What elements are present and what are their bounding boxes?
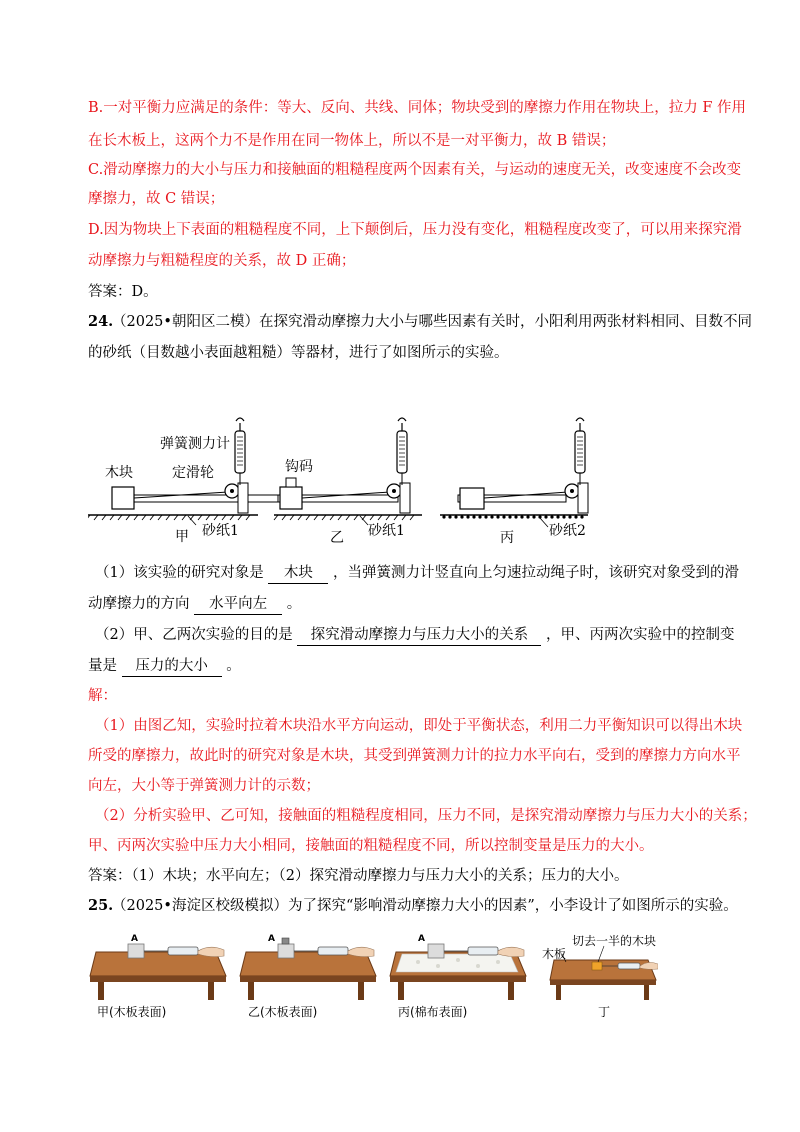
q24-answer-control-variable: 压力的大小 (122, 656, 222, 677)
q24-stem-line2: 的砂纸（目数越小表面越粗糙）等器材，进行了如图所示的实验。 (88, 345, 509, 361)
q24-part2-line2: 量是 压力的大小 。 (88, 656, 241, 677)
q24-part1-line1: （1）该实验的研究对象是 木块 ，当弹簧测力计竖直向上匀速拉动绳子时，该研究对象受到的滑 (95, 563, 739, 584)
photo-yi-wood-surface (238, 930, 378, 1000)
label-bing: 丙 (500, 530, 514, 546)
apparatus-bing (440, 418, 588, 527)
caption-bing: 丙(棉布表面) (398, 1005, 468, 1019)
option-c-line1: C.滑动摩擦力的大小与压力和接触面的粗糙程度两个因素有关，与运动的速度无关，改变速度不会改变 (88, 162, 742, 178)
label-block: 木块 (105, 465, 133, 481)
label-sandpaper-1-jia: 砂纸1 (202, 523, 239, 539)
option-b-line1: B.一对平衡力应满足的条件：等大、反向、共线、同体；物块受到的摩擦力作用在物块上，拉力 F 作用 (88, 100, 747, 116)
label-a-yi: A (268, 934, 275, 944)
option-b-line2: 在长木板上，这两个力不是作用在同一物体上，所以不是一对平衡力，故 B 错误； (88, 133, 616, 149)
q24-answer-purpose: 探究滑动摩擦力与压力大小的关系 (297, 625, 541, 646)
q24-part1-line2: 动摩擦力的方向 水平向左 。 (88, 594, 301, 615)
caption-jia: 甲(木板表面) (97, 1005, 167, 1019)
q24-part2-line1: （2）甲、乙两次实验的目的是 探究滑动摩擦力与压力大小的关系 ，甲、丙两次实验中的控制变 (95, 625, 734, 646)
q24-answer: 答案：（1）木块；水平向左；（2）探究滑动摩擦力与压力大小的关系；压力的大小。 (88, 868, 629, 884)
q24-solution-line3: 向左，大小等于弹簧测力计的示数； (88, 778, 320, 794)
label-yi: 乙 (330, 530, 344, 546)
q24-solution-line5: 甲、丙两次实验中压力大小相同，接触面的粗糙程度不同，所以控制变量是压力的大小。 (88, 838, 654, 854)
label-sandpaper-2: 砂纸2 (549, 523, 586, 539)
label-spring-scale: 弹簧测力计 (160, 436, 230, 452)
q24-solution-line2: 所受的摩擦力，故此时的研究对象是木块，其受到弹簧测力计的拉力水平向右，受到的摩擦力方向水平 (88, 748, 741, 764)
q24-solution-heading: 解： (88, 688, 117, 704)
q24-number: 24. (88, 313, 114, 330)
label-jia: 甲 (175, 529, 189, 545)
prev-answer: 答案：D。 (88, 284, 158, 300)
label-cut-block: 切去一半的木块 (572, 934, 657, 948)
label-sandpaper-1-yi: 砂纸1 (368, 523, 405, 539)
q24-solution-line1: （1）由图乙知，实验时拉着木块沿水平方向运动，即处于平衡状态，利用二力平衡知识可以得出木块 (95, 718, 743, 734)
q25-stem: （2025•海淀区校级模拟）为了探究“影响滑动摩擦力大小的因素”，小李设计了如图所示的实验。 (112, 898, 738, 914)
option-d-line2: 动摩擦力与粗糙程度的关系，故 D 正确； (88, 253, 356, 269)
q24-stem-line1: （2025•朝阳区二模）在探究滑动摩擦力大小与哪些因素有关时，小阳利用两张材料相同、目数不同 (112, 314, 752, 330)
option-c-line2: 摩擦力，故 C 错误； (88, 191, 225, 207)
q24-answer-direction: 水平向左 (194, 594, 282, 615)
q24-solution-line4: （2）分析实验甲、乙可知，接触面的粗糙程度相同，压力不同，是探究滑动摩擦力与压力大小的关系； (95, 808, 757, 824)
caption-ding: 丁 (598, 1005, 611, 1019)
q25-number: 25. (88, 897, 114, 914)
caption-yi: 乙(木板表面) (248, 1005, 318, 1019)
option-d-line1: D.因为物块上下表面的粗糙程度不同，上下颠倒后，压力没有变化，粗糙程度改变了，可以用来探究滑 (88, 222, 742, 238)
q24-answer-object: 木块 (268, 563, 328, 584)
label-pulley: 定滑轮 (172, 465, 214, 481)
label-weight: 钩码 (285, 459, 313, 475)
label-a-jia: A (131, 934, 138, 944)
label-board: 木板 (542, 947, 567, 961)
photo-bing-cotton-surface (388, 930, 528, 1000)
label-a-bing: A (418, 934, 425, 944)
photo-jia-wood-surface (88, 930, 228, 1000)
